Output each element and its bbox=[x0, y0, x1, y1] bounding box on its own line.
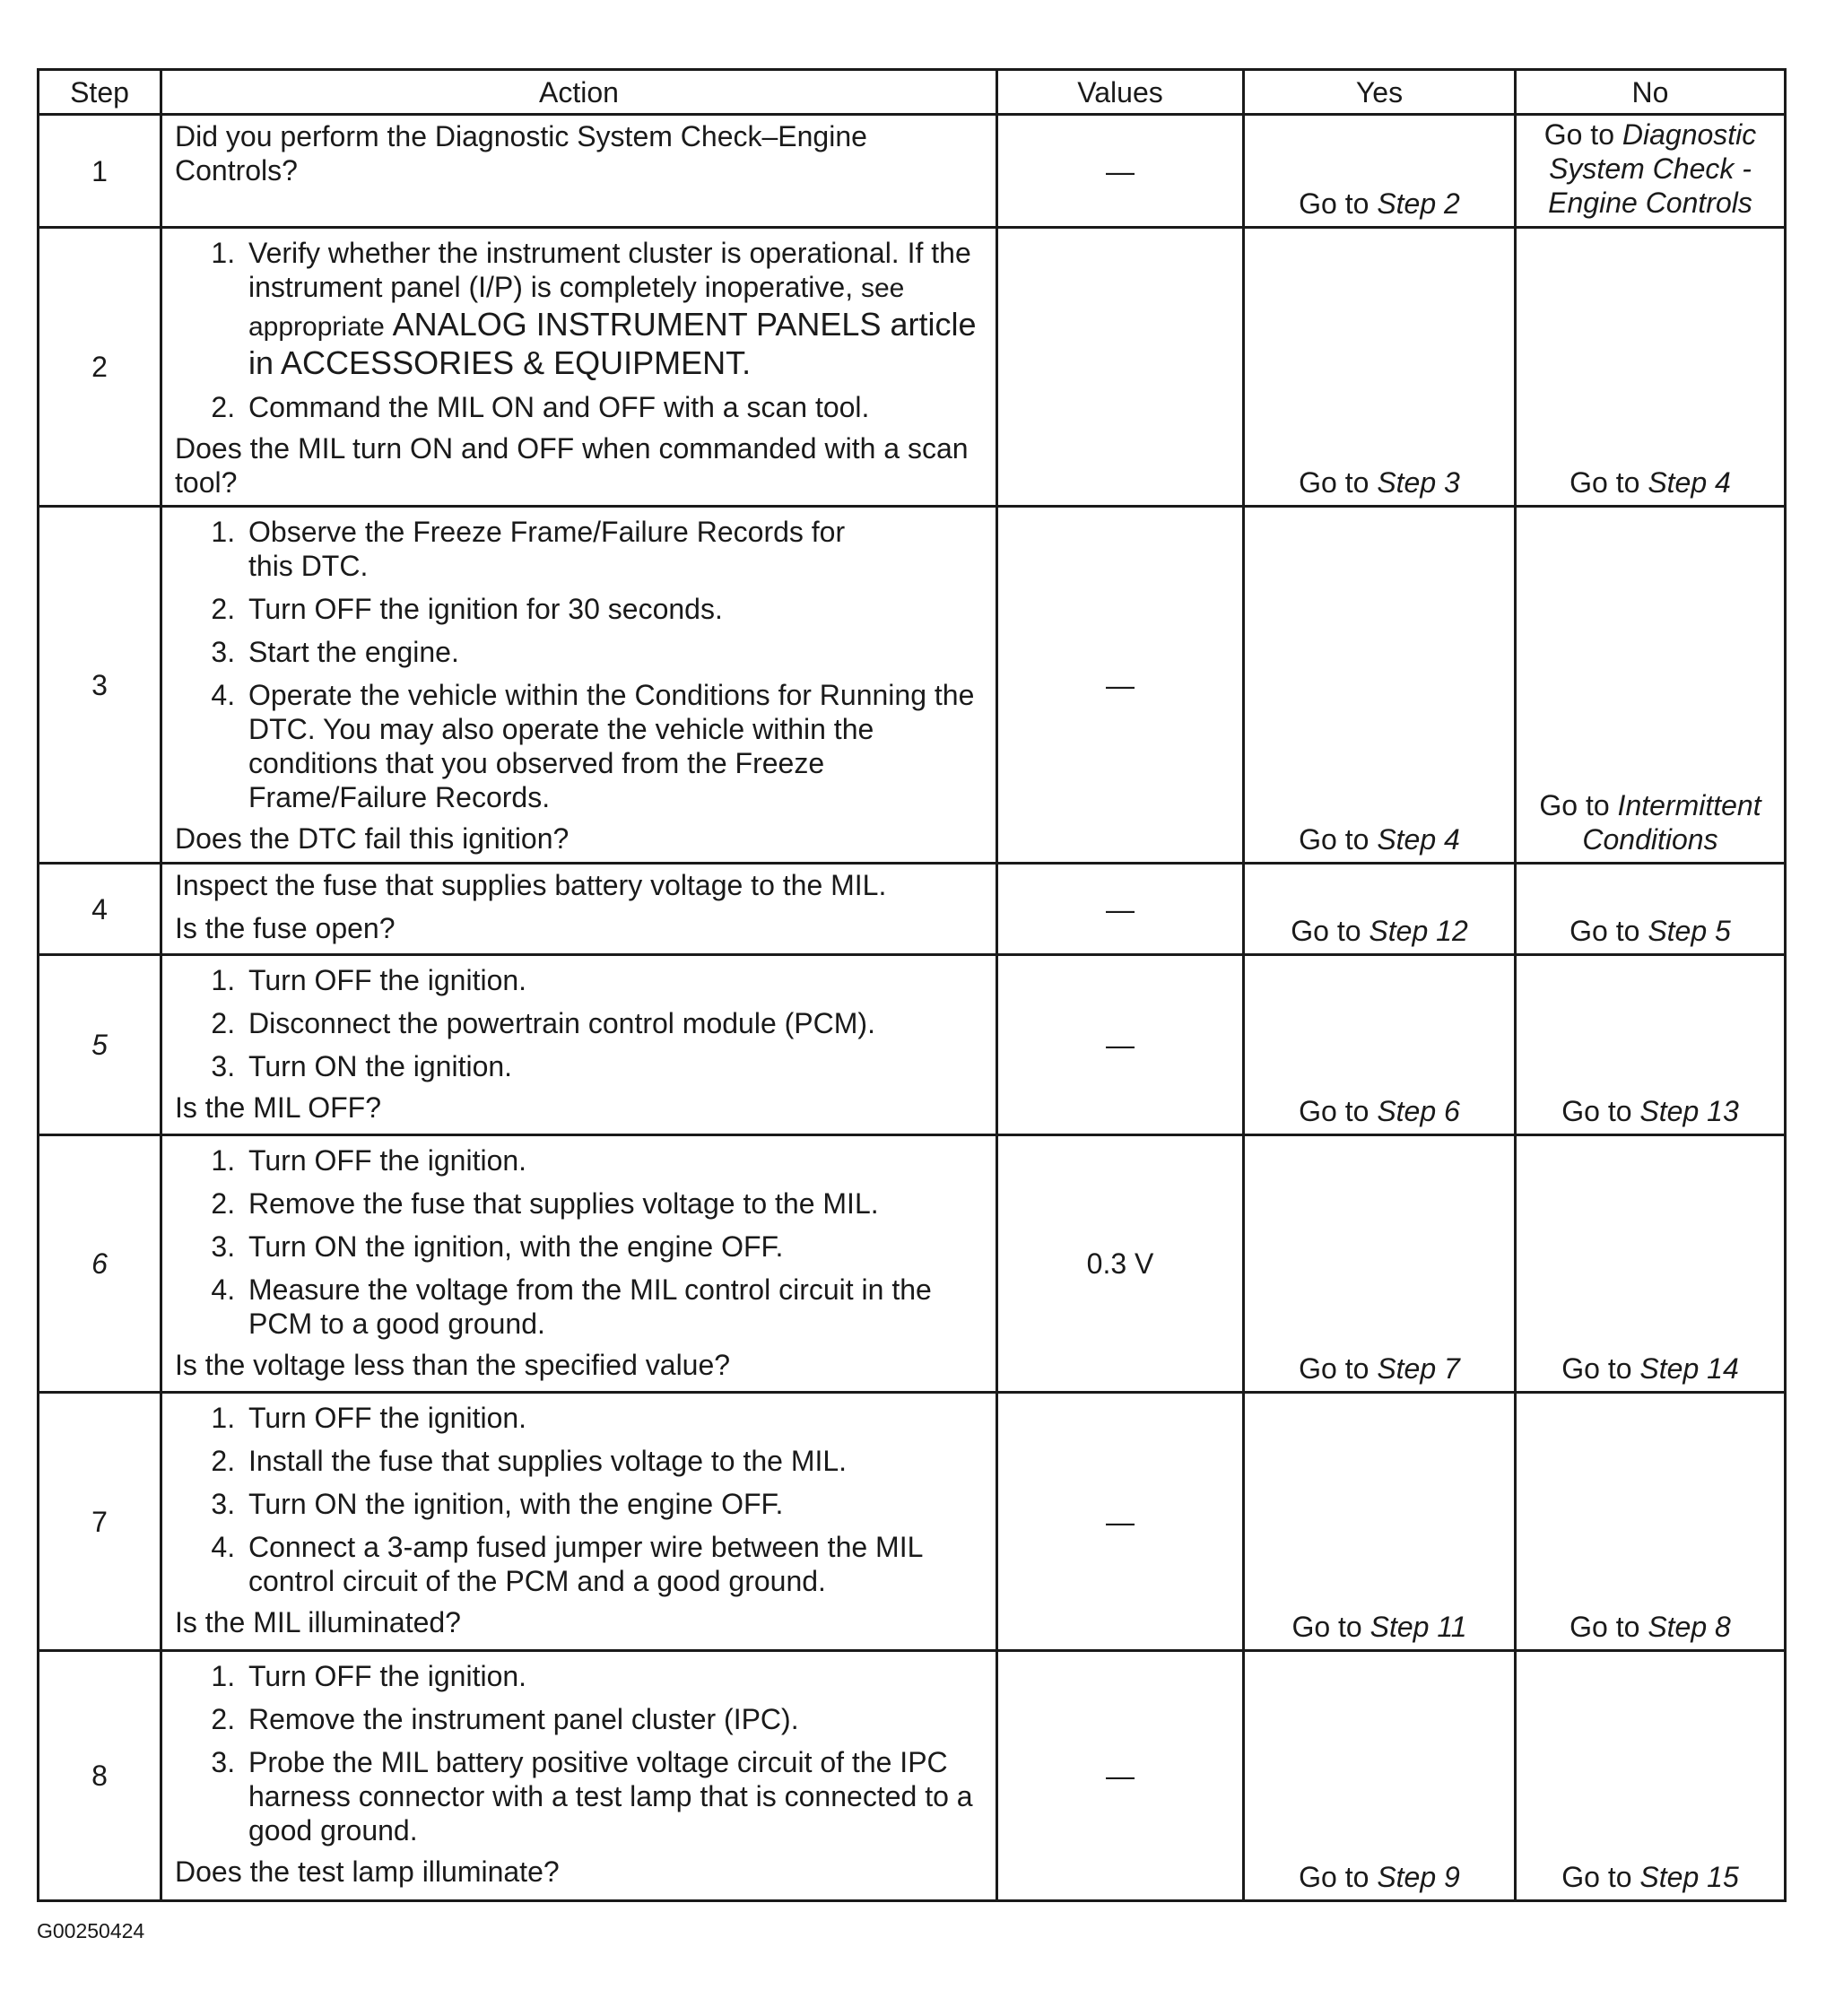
yes-prefix: Go to bbox=[1299, 1352, 1370, 1385]
action-step-item: 3. Turn ON the ignition, with the engine OFF. bbox=[243, 1230, 979, 1264]
no-link: Step 4 bbox=[1648, 466, 1731, 499]
yes-cell bbox=[1244, 1393, 1516, 1651]
action-steps bbox=[175, 963, 979, 1083]
action-step-item: 2. Disconnect the powertrain control module (PCM). bbox=[243, 1006, 979, 1040]
action-step-item: 2. Command the MIL ON and OFF with a scan tool. bbox=[243, 390, 979, 424]
action-step-item: 3. Probe the MIL battery positive voltage circuit of the IPC harness connector with a test lamp that is connected to a good ground. bbox=[243, 1745, 979, 1847]
header-values: Values bbox=[997, 70, 1244, 115]
no-prefix: Go to bbox=[1569, 1611, 1640, 1643]
action-question: Does the MIL turn ON and OFF when commanded with a scan tool? bbox=[175, 432, 969, 499]
action-step-item: 4. Measure the voltage from the MIL control circuit in the PCM to a good ground. bbox=[243, 1273, 943, 1341]
action-step-item: 2. Turn OFF the ignition for 30 seconds. bbox=[243, 592, 979, 626]
step-number: 7 bbox=[39, 1393, 161, 1651]
table-row bbox=[39, 507, 1786, 864]
no-prefix: Go to bbox=[1539, 789, 1610, 821]
item-ref: ANALOG INSTRUMENT PANELS article in ACCESSORIES & EQUIPMENT. bbox=[248, 306, 977, 381]
item-ref-prefix: see appropriate bbox=[248, 274, 905, 342]
action-step-item: 2. Remove the instrument panel cluster (IPC). bbox=[243, 1702, 979, 1736]
yes-link: Step 7 bbox=[1377, 1352, 1460, 1385]
yes-prefix: Go to bbox=[1299, 466, 1370, 499]
no-prefix: Go to bbox=[1569, 466, 1640, 499]
table-row bbox=[39, 228, 1786, 507]
value-cell bbox=[997, 228, 1244, 507]
yes-link: Step 3 bbox=[1377, 466, 1460, 499]
yes-prefix: Go to bbox=[1299, 823, 1370, 856]
yes-prefix: Go to bbox=[1291, 1611, 1362, 1643]
action-question: Is the MIL OFF? bbox=[175, 1091, 381, 1124]
no-link: Step 13 bbox=[1639, 1095, 1739, 1127]
table-row bbox=[39, 1393, 1786, 1651]
action-intro: Did you perform the Diagnostic System Check–Engine Controls? bbox=[175, 120, 867, 187]
action-question: Does the DTC fail this ignition? bbox=[175, 822, 570, 855]
no-prefix: Go to bbox=[1561, 1352, 1632, 1385]
no-cell bbox=[1516, 228, 1786, 507]
action-step-item: 4. Operate the vehicle within the Conditions for Running the DTC. You may also operate the vehicle within the conditions that you observed from the Freeze Frame/Failure Records. bbox=[243, 678, 979, 814]
action-cell bbox=[161, 228, 997, 507]
action-cell bbox=[161, 864, 997, 955]
yes-cell bbox=[1244, 1135, 1516, 1393]
value-cell: — bbox=[997, 507, 1244, 864]
table-row bbox=[39, 115, 1786, 228]
no-cell bbox=[1516, 507, 1786, 864]
action-question: Is the fuse open? bbox=[175, 912, 396, 944]
no-cell bbox=[1516, 864, 1786, 955]
no-link: Diagnostic System Check - Engine Controls bbox=[1548, 118, 1757, 219]
step-number: 5 bbox=[39, 955, 161, 1135]
action-cell bbox=[161, 1651, 997, 1901]
no-prefix: Go to bbox=[1543, 118, 1614, 151]
action-step-item: 1. Turn OFF the ignition. bbox=[243, 1659, 979, 1693]
table-row bbox=[39, 1135, 1786, 1393]
action-steps bbox=[175, 1401, 979, 1598]
yes-link: Step 2 bbox=[1377, 187, 1460, 220]
yes-prefix: Go to bbox=[1291, 915, 1361, 947]
action-step-item: 4. Connect a 3-amp fused jumper wire between the MIL control circuit of the PCM and a good ground. bbox=[243, 1530, 979, 1598]
yes-link: Step 6 bbox=[1377, 1095, 1460, 1127]
action-step-item: 1. Verify whether the instrument cluster is operational. If the instrument panel (I/P) is completely inoperative, see appropriate ANALOG INSTRUMENT PANELS article in ACCESSORIES & EQUIPMENT. bbox=[243, 236, 979, 381]
step-number: 2 bbox=[39, 228, 161, 507]
action-cell bbox=[161, 1135, 997, 1393]
header-no: No bbox=[1516, 70, 1786, 115]
action-steps bbox=[175, 1659, 979, 1847]
action-step-item: 2. Remove the fuse that supplies voltage to the MIL. bbox=[243, 1186, 979, 1221]
yes-cell bbox=[1244, 115, 1516, 228]
header-row bbox=[39, 70, 1786, 115]
figure-id: G00250424 bbox=[37, 1919, 145, 1942]
action-cell bbox=[161, 955, 997, 1135]
table-row bbox=[39, 1651, 1786, 1901]
step-number: 3 bbox=[39, 507, 161, 864]
action-steps bbox=[175, 515, 979, 814]
no-link: Step 5 bbox=[1648, 915, 1731, 947]
action-question: Does the test lamp illuminate? bbox=[175, 1855, 560, 1888]
yes-prefix: Go to bbox=[1299, 187, 1370, 220]
table-row bbox=[39, 864, 1786, 955]
value-cell: 0.3 V bbox=[997, 1135, 1244, 1393]
yes-link: Step 11 bbox=[1370, 1611, 1467, 1643]
action-step-item: 1. Turn OFF the ignition. bbox=[243, 963, 979, 997]
action-step-item: 1. Observe the Freeze Frame/Failure Records for this DTC. bbox=[243, 515, 890, 583]
yes-cell bbox=[1244, 507, 1516, 864]
action-step-item: 3. Start the engine. bbox=[243, 635, 979, 669]
action-question: Is the voltage less than the specified value? bbox=[175, 1349, 731, 1381]
no-link: Intermittent Conditions bbox=[1582, 789, 1761, 856]
step-number: 6 bbox=[39, 1135, 161, 1393]
step-number: 4 bbox=[39, 864, 161, 955]
yes-prefix: Go to bbox=[1299, 1095, 1370, 1127]
action-steps bbox=[175, 1143, 979, 1341]
no-prefix: Go to bbox=[1569, 915, 1640, 947]
action-step-item: 1. Turn OFF the ignition. bbox=[243, 1401, 979, 1435]
no-cell bbox=[1516, 955, 1786, 1135]
action-question: Is the MIL illuminated? bbox=[175, 1606, 461, 1638]
diagnostic-table bbox=[37, 68, 1787, 1902]
action-step-item: 1. Turn OFF the ignition. bbox=[243, 1143, 979, 1177]
action-intro: Inspect the fuse that supplies battery voltage to the MIL. bbox=[175, 869, 887, 901]
action-cell bbox=[161, 1393, 997, 1651]
step-number: 8 bbox=[39, 1651, 161, 1901]
value-cell: — bbox=[997, 1393, 1244, 1651]
yes-cell bbox=[1244, 955, 1516, 1135]
value-cell: — bbox=[997, 864, 1244, 955]
action-cell bbox=[161, 115, 997, 228]
no-prefix: Go to bbox=[1561, 1861, 1632, 1893]
no-link: Step 15 bbox=[1639, 1861, 1739, 1893]
value-cell: — bbox=[997, 115, 1244, 228]
action-steps bbox=[175, 236, 979, 424]
no-cell bbox=[1516, 1651, 1786, 1901]
table-row bbox=[39, 955, 1786, 1135]
no-cell bbox=[1516, 1393, 1786, 1651]
yes-link: Step 12 bbox=[1369, 915, 1468, 947]
action-step-item: 3. Turn ON the ignition, with the engine OFF. bbox=[243, 1487, 979, 1521]
yes-cell bbox=[1244, 228, 1516, 507]
yes-cell bbox=[1244, 1651, 1516, 1901]
yes-cell bbox=[1244, 864, 1516, 955]
action-step-item: 2. Install the fuse that supplies voltage to the MIL. bbox=[243, 1444, 979, 1478]
value-cell: — bbox=[997, 1651, 1244, 1901]
header-action: Action bbox=[161, 70, 997, 115]
step-number: 1 bbox=[39, 115, 161, 228]
value-cell: — bbox=[997, 955, 1244, 1135]
no-prefix: Go to bbox=[1561, 1095, 1632, 1127]
action-cell bbox=[161, 507, 997, 864]
header-yes: Yes bbox=[1244, 70, 1516, 115]
no-cell bbox=[1516, 1135, 1786, 1393]
yes-link: Step 9 bbox=[1377, 1861, 1460, 1893]
action-step-item: 3. Turn ON the ignition. bbox=[243, 1049, 979, 1083]
no-cell bbox=[1516, 115, 1786, 228]
no-link: Step 14 bbox=[1639, 1352, 1739, 1385]
yes-prefix: Go to bbox=[1299, 1861, 1370, 1893]
header-step: Step bbox=[39, 70, 161, 115]
no-link: Step 8 bbox=[1648, 1611, 1731, 1643]
yes-link: Step 4 bbox=[1377, 823, 1460, 856]
